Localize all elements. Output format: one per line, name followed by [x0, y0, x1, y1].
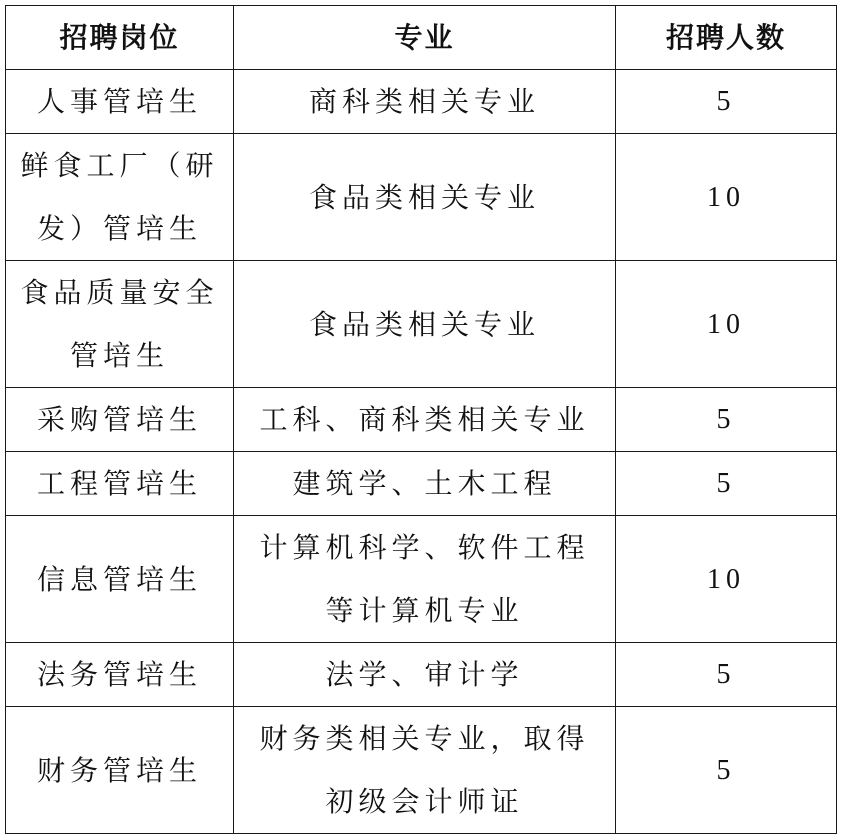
- position-cell: 鲜食工厂（研发）管培生: [6, 134, 234, 261]
- major-cell: 商科类相关专业: [234, 70, 616, 134]
- count-cell: 5: [616, 452, 837, 516]
- count-cell: 5: [616, 643, 837, 707]
- table-row: [6, 643, 837, 707]
- header-count: 招聘人数: [616, 6, 837, 70]
- table-row: [6, 261, 837, 388]
- position-cell: 食品质量安全管培生: [6, 261, 234, 388]
- major-cell: 食品类相关专业: [234, 134, 616, 261]
- header-position: 招聘岗位: [6, 6, 234, 70]
- major-cell: 计算机科学、软件工程等计算机专业: [234, 516, 616, 643]
- header-row: [6, 6, 837, 70]
- position-cell: 工程管培生: [6, 452, 234, 516]
- position-cell: 人事管培生: [6, 70, 234, 134]
- position-cell: 财务管培生: [6, 707, 234, 834]
- table-row: [6, 452, 837, 516]
- recruitment-table: [5, 5, 837, 834]
- count-cell: 10: [616, 261, 837, 388]
- count-cell: 5: [616, 388, 837, 452]
- count-cell: 10: [616, 134, 837, 261]
- table-row: [6, 707, 837, 834]
- major-cell: 法学、审计学: [234, 643, 616, 707]
- count-cell: 5: [616, 70, 837, 134]
- table-row: [6, 70, 837, 134]
- position-cell: 法务管培生: [6, 643, 234, 707]
- major-cell: 建筑学、土木工程: [234, 452, 616, 516]
- position-cell: 采购管培生: [6, 388, 234, 452]
- table-row: [6, 134, 837, 261]
- count-cell: 5: [616, 707, 837, 834]
- major-cell: 财务类相关专业，取得初级会计师证: [234, 707, 616, 834]
- major-cell: 食品类相关专业: [234, 261, 616, 388]
- table-row: [6, 516, 837, 643]
- position-cell: 信息管培生: [6, 516, 234, 643]
- count-cell: 10: [616, 516, 837, 643]
- header-major: 专业: [234, 6, 616, 70]
- major-cell: 工科、商科类相关专业: [234, 388, 616, 452]
- table-row: [6, 388, 837, 452]
